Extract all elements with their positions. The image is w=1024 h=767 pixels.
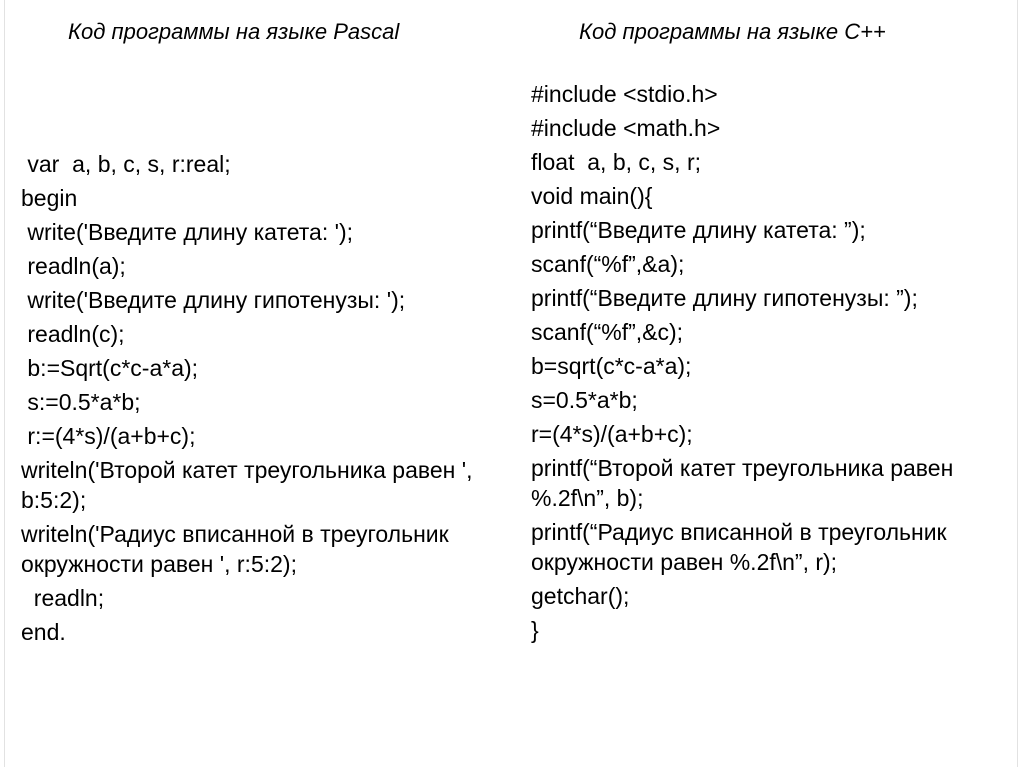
cpp-code-line: scanf(“%f”,&a); (531, 251, 685, 277)
pascal-code-line: readln; (21, 585, 105, 611)
pascal-code-line: write('Введите длину гипотенузы: '); (21, 287, 406, 313)
left-border-line (4, 0, 5, 767)
cpp-code-line: scanf(“%f”,&c); (531, 319, 684, 345)
pascal-code-block (21, 149, 491, 651)
cpp-code-line: printf(“Введите длину гипотенузы: ”); (531, 285, 918, 311)
cpp-code-line: printf(“Второй катет треугольника равен %.2f\n”, b); (531, 455, 960, 511)
cpp-code-line: r=(4*s)/(a+b+c); (531, 421, 693, 447)
pascal-code-line: readln(c); (21, 321, 125, 347)
cpp-column-header: Код программы на языке С++ (579, 19, 886, 44)
pascal-column-header: Код программы на языке Pascal (68, 19, 400, 44)
pascal-code-line: writeln('Радиус вписанной в треугольник окружности равен ', r:5:2); (21, 521, 456, 577)
pascal-code-line: s:=0.5*a*b; (21, 389, 141, 415)
cpp-code-line: float a, b, c, s, r; (531, 149, 702, 175)
cpp-code-line: getchar(); (531, 583, 630, 609)
cpp-code-line: printf(“Введите длину катета: ”); (531, 217, 866, 243)
cpp-code-line: void main(){ (531, 183, 653, 209)
pascal-code-line: var a, b, c, s, r:real; (21, 151, 231, 177)
pascal-code-line: readln(a); (21, 253, 126, 279)
pascal-code-line: write('Введите длину катета: '); (21, 219, 354, 245)
cpp-code-block (531, 79, 1011, 649)
cpp-code-line: b=sqrt(c*c-a*a); (531, 353, 692, 379)
cpp-code-line: #include <stdio.h> (531, 81, 718, 107)
cpp-code-line: s=0.5*a*b; (531, 387, 638, 413)
cpp-code-line: #include <math.h> (531, 115, 721, 141)
cpp-code-line: printf(“Радиус вписанной в треугольник окружности равен %.2f\n”, r); (531, 519, 954, 575)
pascal-code-line: r:=(4*s)/(a+b+c); (21, 423, 196, 449)
pascal-code-line: writeln('Второй катет треугольника равен ', b:5:2); (21, 457, 479, 513)
pascal-code-line: b:=Sqrt(c*c-a*a); (21, 355, 199, 381)
pascal-code-line: end. (21, 619, 66, 645)
pascal-code-line: begin (21, 185, 78, 211)
cpp-code-line: } (531, 617, 539, 643)
right-border-line (1017, 0, 1018, 767)
